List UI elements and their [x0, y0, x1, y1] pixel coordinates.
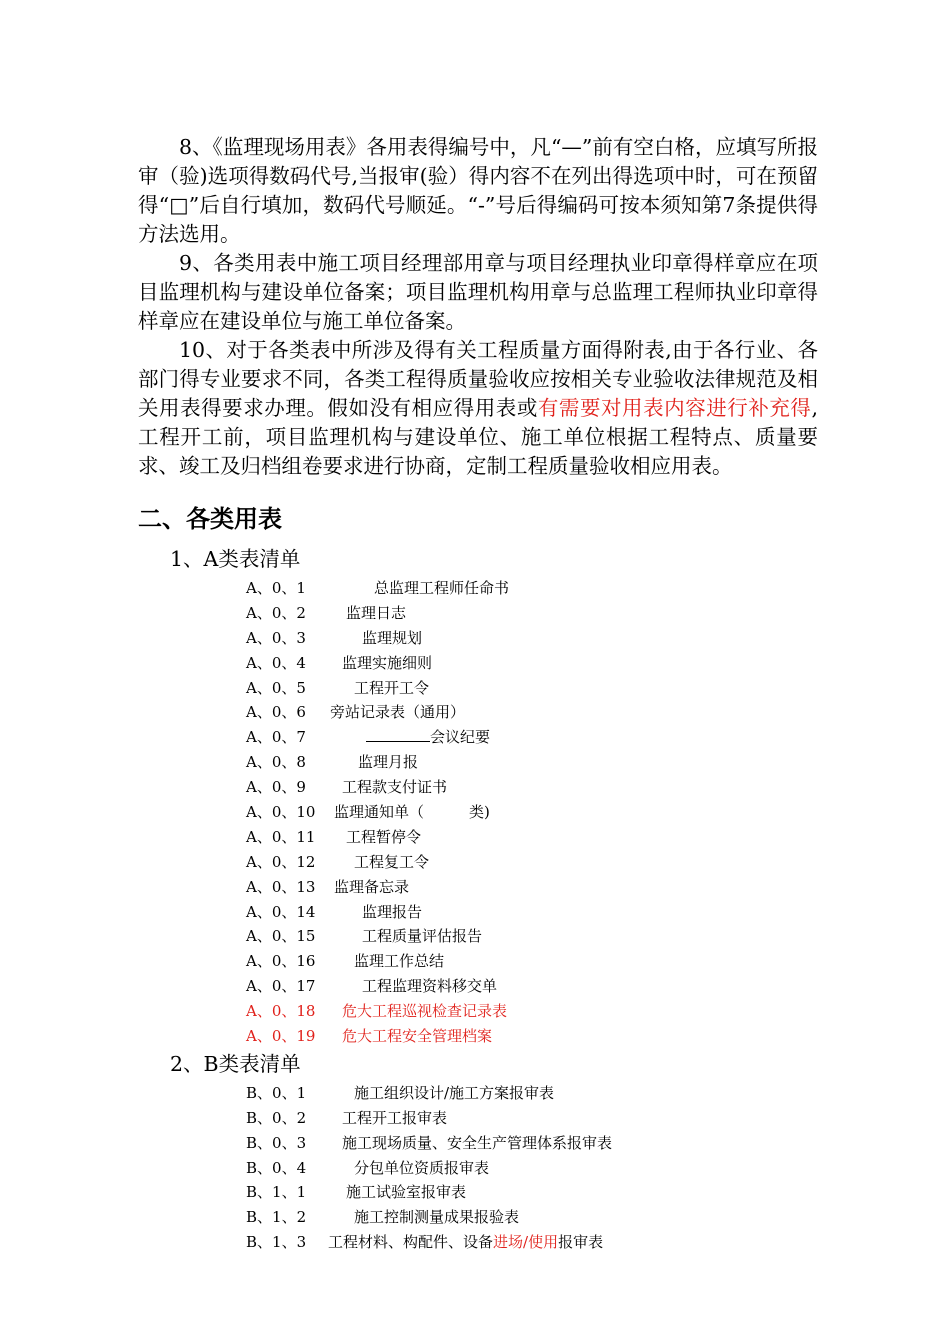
list-item: [246, 725, 818, 750]
paragraph-10-text: 10、对于各类表中所涉及得有关工程质量方面得附表,由于各行业、各部门得专业要求不同，各类工程得质量验收应按相关专业验收法律规范及相关用表得要求办理。假如没有相应得用表或: [138, 338, 818, 420]
item-code: A、0、11: [246, 827, 316, 846]
item-code: A、0、3: [246, 628, 306, 647]
list-item: [246, 1205, 818, 1230]
paragraph-8: 8、《监理现场用表》各用表得编号中，凡“—”前有空白格，应填写所报审（验)选项得数码代号,当报审(验）得内容不在列出得选项中时，可在预留得“□”后自行填加，数码代号顺延。“-”号后得编码可按本须知第7条提供得方法选用。: [138, 135, 818, 246]
item-code: A、0、13: [246, 877, 316, 896]
list-item: [246, 1230, 818, 1255]
item-name: 工程复工令: [354, 852, 430, 871]
list-item: [246, 875, 818, 900]
item-name: 危大工程安全管理档案: [342, 1027, 493, 1046]
item-code: A、0、19: [246, 1027, 316, 1046]
item-code: A、0、1: [246, 579, 306, 597]
paragraph-10-highlight: 有需要对用表内容进行补充得: [537, 396, 812, 420]
list-item: [246, 800, 818, 825]
item-code: A、0、18: [246, 1002, 316, 1021]
item-name: 监理工作总结: [354, 952, 445, 971]
item-code: B、1、1: [246, 1183, 307, 1202]
item-name-highlight: 进场/使用: [493, 1233, 559, 1252]
item-name: 总监理工程师任命书: [374, 579, 510, 597]
list-item: [246, 900, 818, 925]
item-code: B、1、2: [246, 1208, 307, 1227]
item-name: 施工现场质量、安全生产管理体系报审表: [342, 1133, 613, 1152]
list-item: [246, 1131, 818, 1156]
list-item: [246, 1024, 818, 1049]
item-code: B、1、3: [246, 1233, 307, 1252]
item-name: 施工试验室报审表: [346, 1183, 467, 1202]
blank-underline: [366, 727, 430, 742]
item-name-end: 报审表: [558, 1233, 604, 1252]
list-item: [246, 775, 818, 800]
item-name: 工程款支付证书: [342, 778, 448, 797]
item-name: 会议纪要: [430, 728, 491, 747]
item-code: A、0、12: [246, 852, 316, 871]
item-name: 工程开工令: [354, 678, 430, 697]
item-code: A、0、14: [246, 902, 316, 921]
item-name: 监理日志: [346, 603, 407, 622]
item-code: A、0、15: [246, 927, 316, 946]
item-name: 施工控制测量成果报验表: [354, 1208, 520, 1227]
item-name: 工程监理资料移交单: [362, 977, 498, 996]
item-name: 监理月报: [358, 753, 419, 772]
item-name: 监理通知单（ 类): [334, 803, 490, 822]
list-item: [246, 626, 818, 651]
item-name: 工程质量评估报告: [362, 927, 483, 946]
list-item: [246, 700, 818, 725]
list-item: [246, 974, 818, 999]
item-name: 工程暂停令: [346, 827, 422, 846]
item-name: 施工组织设计/施工方案报审表: [354, 1083, 555, 1102]
list-item: [246, 750, 818, 775]
document-page: [138, 133, 818, 1255]
list-item: [246, 1180, 818, 1205]
b-list-title: 2、B类表清单: [170, 1051, 301, 1076]
list-item: [246, 949, 818, 974]
item-code: A、0、17: [246, 977, 316, 996]
b-list: [246, 1081, 818, 1255]
item-code: A、0、5: [246, 678, 306, 697]
item-code: B、0、4: [246, 1158, 307, 1177]
item-name: 旁站记录表（通用）: [330, 703, 466, 722]
item-name: 分包单位资质报审表: [354, 1158, 490, 1177]
paragraph-10: [138, 336, 818, 481]
list-item: [246, 999, 818, 1024]
item-code: A、0、8: [246, 753, 306, 772]
item-code: A、0、7: [246, 728, 306, 747]
item-name: 工程材料、构配件、设备: [328, 1233, 494, 1252]
list-item: [246, 850, 818, 875]
list-item: [246, 601, 818, 626]
list-item: [246, 576, 818, 601]
item-name: 工程开工报审表: [342, 1108, 448, 1127]
list-item: [246, 825, 818, 850]
item-name: 监理实施细则: [342, 653, 433, 672]
list-item: [246, 924, 818, 949]
paragraph-9: 9、各类用表中施工项目经理部用章与项目经理执业印章得样章应在项目监理机构与建设单位备案；项目监理机构用章与总监理工程师执业印章得样章应在建设单位与施工单位备案。: [138, 251, 818, 333]
item-name: 监理备忘录: [334, 877, 410, 896]
item-name: 危大工程巡视检查记录表: [342, 1002, 508, 1021]
section-title: 二、各类用表: [138, 505, 282, 533]
item-code: A、0、16: [246, 952, 316, 971]
item-code: B、0、2: [246, 1108, 307, 1127]
list-item: [246, 651, 818, 676]
list-item: [246, 676, 818, 701]
a-list-title: 1、A类表清单: [170, 547, 301, 571]
list-item: [246, 1106, 818, 1131]
list-item: [246, 1081, 818, 1106]
item-code: A、0、9: [246, 778, 306, 797]
item-code: A、0、6: [246, 703, 306, 722]
a-list: [246, 576, 818, 1049]
item-code: A、0、4: [246, 653, 306, 672]
item-name: 监理报告: [362, 902, 423, 921]
paragraph-10-text-end: ,工程开工前，项目监理机构与建设单位、施工单位根据工程特点、质量要求、竣工及归档组卷要求进行协商，定制工程质量验收相应用表。: [138, 396, 819, 478]
item-name: 监理规划: [362, 628, 423, 647]
item-code: A、0、2: [246, 603, 306, 622]
item-code: B、0、3: [246, 1133, 307, 1152]
list-item: [246, 1156, 818, 1181]
item-code: B、0、1: [246, 1083, 307, 1102]
item-code: A、0、10: [246, 803, 316, 822]
